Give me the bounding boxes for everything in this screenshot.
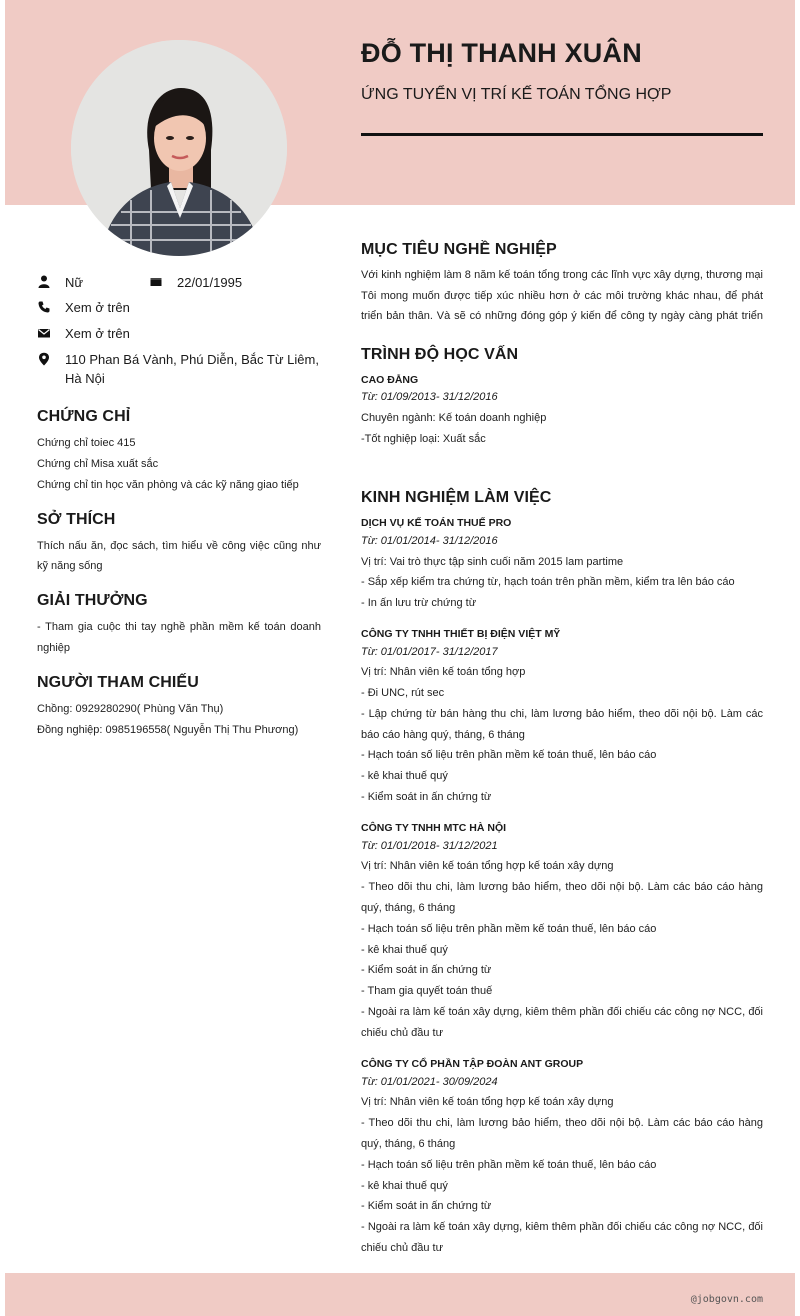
experience-heading: KINH NGHIỆM LÀM VIỆC: [361, 489, 552, 506]
phone-row: [37, 299, 297, 317]
job-detail: Vị trí: Nhân viên kế toán tổng hợp: [361, 666, 526, 678]
awards-line-2: nghiệp: [37, 642, 71, 654]
hobbies-line-1: Thích nấu ăn, đọc sách, tìm hiểu về công việc cũng như: [37, 540, 321, 552]
job-company: CÔNG TY CỔ PHẦN TẬP ĐOÀN ANT GROUP: [361, 1058, 584, 1070]
job-detail: - Kiểm soát in ấn chứng từ: [361, 1200, 492, 1212]
objective-line: Với kinh nghiệm làm 8 năm kế toán tổng trong các lĩnh vực xây dựng, thương mại: [361, 269, 763, 281]
cert-item: Chứng chỉ tin học văn phòng và các kỹ năng giao tiếp: [37, 479, 299, 491]
job-detail: Vị trí: Nhân viên kế toán tổng hợp kế toán xây dựng: [361, 1096, 614, 1108]
candidate-name: ĐỖ THỊ THANH XUÂN: [361, 38, 642, 68]
location-pin-icon: [37, 352, 51, 366]
birthday-value: 22/01/1995: [177, 275, 243, 290]
job-detail: chiếu chủ đầu tư: [361, 1242, 443, 1254]
job-detail: Vị trí: Nhân viên kế toán tổng hợp kế toán xây dựng: [361, 860, 614, 872]
cert-item: Chứng chỉ Misa xuất sắc: [37, 458, 159, 470]
job-detail: - Hạch toán số liệu trên phần mềm kế toán thuế, lên báo cáo: [361, 1159, 657, 1171]
gender-row: [37, 274, 147, 292]
birthday-row: [149, 274, 289, 292]
job-detail: báo cáo hàng quý, tháng, 6 tháng: [361, 729, 525, 741]
job-period: Từ: 01/01/2017- 31/12/2017: [361, 646, 498, 658]
phone-icon: [37, 300, 51, 314]
job-detail: - Theo dõi thu chi, làm lương bảo hiểm, theo dõi nội bộ. Làm các báo cáo hàng: [361, 881, 763, 893]
address-row: [37, 351, 327, 389]
job-detail: - Hạch toán số liệu trên phần mềm kế toán thuế, lên báo cáo: [361, 749, 657, 761]
job-detail: - Ngoài ra làm kế toán xây dựng, kiêm thêm phần đối chiếu các công nợ NCC, đối: [361, 1006, 763, 1018]
awards-heading: GIẢI THƯỞNG: [37, 592, 148, 609]
cert-item: Chứng chỉ toiec 415: [37, 437, 136, 449]
footer-banner: [5, 1273, 795, 1316]
job-detail: - Sắp xếp kiểm tra chứng từ, hạch toán trên phần mềm, kiểm tra lên báo cáo: [361, 576, 735, 588]
email-value: Xem ở trên: [65, 326, 130, 341]
job-detail: - Theo dõi thu chi, làm lương bảo hiểm, theo dõi nội bộ. Làm các báo cáo hàng: [361, 1117, 763, 1129]
job-period: Từ: 01/01/2018- 31/12/2021: [361, 840, 498, 852]
job-period: Từ: 01/01/2014- 31/12/2016: [361, 535, 498, 547]
job-company: DỊCH VỤ KẾ TOÁN THUẾ PRO: [361, 517, 512, 529]
mail-icon: [37, 326, 51, 340]
job-detail: - In ấn lưu trừ chứng từ: [361, 597, 477, 609]
awards-line-1: - Tham gia cuộc thi tay nghề phần mềm kế toán doanh: [37, 621, 321, 633]
email-row: [37, 325, 297, 343]
job-period: Từ: 01/01/2021- 30/09/2024: [361, 1076, 498, 1088]
references-heading: NGƯỜI THAM CHIẾU: [37, 674, 199, 691]
job-detail: - Lập chứng từ bán hàng thu chi, làm lương bảo hiểm, theo dõi nội bộ. Làm các: [361, 708, 763, 720]
education-major: Chuyên ngành: Kế toán doanh nghiệp: [361, 412, 547, 424]
gender-value: Nữ: [65, 275, 84, 290]
job-detail: chiếu chủ đầu tư: [361, 1027, 443, 1039]
job-detail: quý, tháng, 6 tháng: [361, 1138, 456, 1150]
certs-heading: CHỨNG CHỈ: [37, 408, 131, 425]
hobbies-heading: SỞ THÍCH: [37, 511, 116, 528]
job-position: ỨNG TUYỂN VỊ TRÍ KẾ TOÁN TỔNG HỢP: [361, 86, 672, 103]
footer-watermark: @jobgovn.com: [690, 1294, 763, 1305]
hobbies-line-2: kỹ năng sống: [37, 560, 103, 572]
education-grade: -Tốt nghiệp loại: Xuất sắc: [361, 433, 486, 445]
education-period: Từ: 01/09/2013- 31/12/2016: [361, 391, 498, 403]
calendar-icon: [149, 275, 163, 289]
job-company: CÔNG TY TNHH MTC HÀ NỘI: [361, 822, 507, 834]
job-detail: quý, tháng, 6 tháng: [361, 902, 456, 914]
person-icon: [37, 275, 51, 289]
job-detail: - Kiểm soát in ấn chứng từ: [361, 791, 492, 803]
objective-heading: MỤC TIÊU NGHỀ NGHIỆP: [361, 241, 557, 258]
objective-line: Tôi mong muốn được tiếp xúc nhiều hơn ở các môi trường khác nhau, để phát: [361, 290, 763, 302]
address-line-2: Hà Nội: [65, 371, 105, 386]
job-detail: - Ngoài ra làm kế toán xây dựng, kiêm thêm phần đối chiếu các công nợ NCC, đối: [361, 1221, 763, 1233]
school-name: CAO ĐẲNG: [361, 374, 419, 386]
job-detail: - kê khai thuế quý: [361, 1180, 448, 1192]
job-company: CÔNG TY TNHH THIẾT BỊ ĐIỆN VIỆT MỸ: [361, 628, 561, 640]
job-detail: Vị trí: Vai trò thực tập sinh cuối năm 2015 lam partime: [361, 556, 624, 568]
job-detail: - Tham gia quyết toán thuế: [361, 985, 493, 997]
header-divider: [361, 133, 763, 136]
education-heading: TRÌNH ĐỘ HỌC VẤN: [361, 346, 519, 363]
job-detail: - Đi UNC, rút sec: [361, 687, 445, 699]
profile-photo: [71, 40, 287, 256]
objective-line: triển bản thân. Và sẽ có những đóng góp ý kiến để công ty ngày càng phát triển: [361, 310, 763, 322]
reference-item: Đồng nghiệp: 0985196558( Nguyễn Thị Thu Phương): [37, 724, 299, 736]
address-line-1: 110 Phan Bá Vành, Phú Diễn, Bắc Từ Liêm,: [65, 352, 319, 367]
phone-value: Xem ở trên: [65, 300, 130, 315]
job-detail: - Hạch toán số liệu trên phần mềm kế toán thuế, lên báo cáo: [361, 923, 657, 935]
job-detail: - kê khai thuế quý: [361, 770, 448, 782]
reference-item: Chồng: 0929280290( Phùng Văn Thụ): [37, 703, 224, 715]
job-detail: - Kiểm soát in ấn chứng từ: [361, 964, 492, 976]
job-detail: - kê khai thuế quý: [361, 944, 448, 956]
